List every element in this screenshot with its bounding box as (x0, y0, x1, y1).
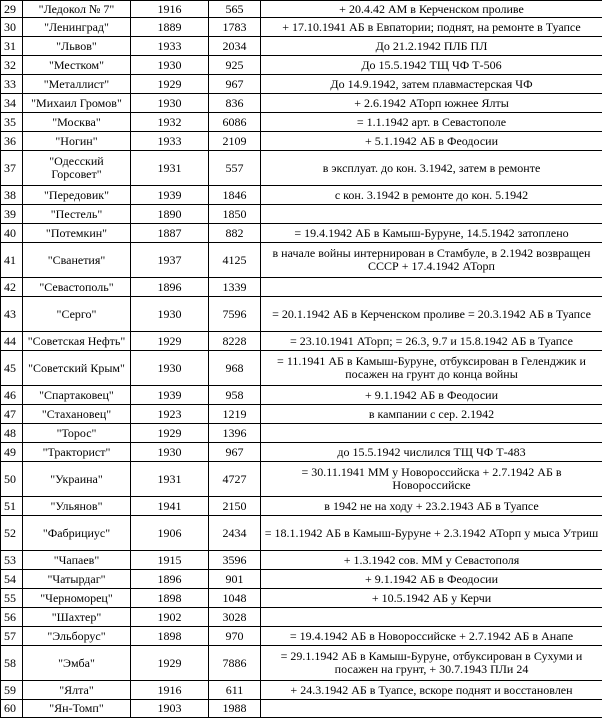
build-year-cell: 1890 (131, 205, 209, 224)
ship-name-cell: "Эльборус" (23, 627, 131, 646)
table-row (1, 570, 602, 589)
row-number-cell: 45 (1, 351, 23, 386)
row-number-cell: 41 (1, 243, 23, 278)
tonnage-cell: 925 (209, 56, 261, 75)
table-row (1, 132, 602, 151)
fate-text-cell: в эксплуат. до кон. 3.1942, затем в ремонте (261, 151, 602, 186)
row-number-cell: 40 (1, 224, 23, 243)
build-year-cell: 1941 (131, 497, 209, 516)
fate-text-cell: До 21.2.1942 ПЛБ ПЛ (261, 37, 602, 56)
row-number-cell: 56 (1, 608, 23, 627)
build-year-cell: 1916 (131, 1, 209, 18)
tonnage-cell: 557 (209, 151, 261, 186)
ship-name-cell: "Металлист" (23, 75, 131, 94)
tonnage-cell: 2150 (209, 497, 261, 516)
table-row (1, 1, 602, 18)
table-row (1, 424, 602, 443)
ship-name-cell: "Стахановец" (23, 405, 131, 424)
row-number-cell: 38 (1, 186, 23, 205)
tonnage-cell: 967 (209, 75, 261, 94)
ship-name-cell: "Ян-Томп" (23, 700, 131, 718)
row-number-cell: 52 (1, 516, 23, 551)
build-year-cell: 1930 (131, 443, 209, 462)
table-row (1, 497, 602, 516)
tonnage-cell: 1850 (209, 205, 261, 224)
ship-name-cell: "Фабрициус" (23, 516, 131, 551)
fate-text-cell: в кампании с сер. 2.1942 (261, 405, 602, 424)
fate-text-cell: + 9.1.1942 АБ в Феодосии (261, 570, 602, 589)
fate-text-cell: = 20.1.1942 АБ в Керченском проливе = 20.3.1942 АБ в Туапсе (261, 297, 602, 332)
build-year-cell: 1937 (131, 243, 209, 278)
tonnage-cell: 1048 (209, 589, 261, 608)
table-row (1, 37, 602, 56)
tonnage-cell: 1783 (209, 18, 261, 37)
build-year-cell: 1933 (131, 37, 209, 56)
ship-name-cell: "Передовик" (23, 186, 131, 205)
build-year-cell: 1931 (131, 151, 209, 186)
fate-text-cell: До 15.5.1942 ТЩ ЧФ Т-506 (261, 56, 602, 75)
ship-name-cell: "Торос" (23, 424, 131, 443)
fate-text-cell (261, 424, 602, 443)
build-year-cell: 1930 (131, 94, 209, 113)
ship-name-cell: "Ялта" (23, 681, 131, 700)
build-year-cell: 1932 (131, 113, 209, 132)
table-row (1, 56, 602, 75)
tonnage-cell: 4727 (209, 462, 261, 497)
fate-text-cell (261, 608, 602, 627)
ship-name-cell: "Местком" (23, 56, 131, 75)
ship-name-cell: "Тракторист" (23, 443, 131, 462)
ship-name-cell: "Пестель" (23, 205, 131, 224)
table-row (1, 186, 602, 205)
ship-name-cell: "Советская Нефть" (23, 332, 131, 351)
tonnage-cell: 8228 (209, 332, 261, 351)
build-year-cell: 1939 (131, 386, 209, 405)
tonnage-cell: 2434 (209, 516, 261, 551)
row-number-cell: 35 (1, 113, 23, 132)
row-number-cell: 33 (1, 75, 23, 94)
table-row (1, 516, 602, 551)
fate-text-cell: + 10.5.1942 АБ у Керчи (261, 589, 602, 608)
build-year-cell: 1896 (131, 570, 209, 589)
ship-name-cell: "Михаил Громов" (23, 94, 131, 113)
row-number-cell: 53 (1, 551, 23, 570)
row-number-cell: 49 (1, 443, 23, 462)
ship-name-cell: "Потемкин" (23, 224, 131, 243)
build-year-cell: 1930 (131, 297, 209, 332)
tonnage-cell: 958 (209, 386, 261, 405)
row-number-cell: 54 (1, 570, 23, 589)
fate-text-cell: + 5.1.1942 АБ в Феодосии (261, 132, 602, 151)
table-row (1, 405, 602, 424)
build-year-cell: 1896 (131, 278, 209, 297)
row-number-cell: 37 (1, 151, 23, 186)
row-number-cell: 42 (1, 278, 23, 297)
fate-text-cell: = 29.1.1942 АБ в Камыш-Буруне, отбуксирован в Сухуми и посажен на грунт, + 30.7.1943 ПЛи 24 (261, 646, 602, 681)
tonnage-cell: 2109 (209, 132, 261, 151)
table-row (1, 681, 602, 700)
tonnage-cell: 1988 (209, 700, 261, 718)
tonnage-cell: 3596 (209, 551, 261, 570)
tonnage-cell: 1396 (209, 424, 261, 443)
build-year-cell: 1929 (131, 646, 209, 681)
build-year-cell: 1933 (131, 132, 209, 151)
tonnage-cell: 1846 (209, 186, 261, 205)
tonnage-cell: 611 (209, 681, 261, 700)
tonnage-cell: 565 (209, 1, 261, 18)
build-year-cell: 1898 (131, 589, 209, 608)
row-number-cell: 47 (1, 405, 23, 424)
table-row (1, 243, 602, 278)
row-number-cell: 36 (1, 132, 23, 151)
tonnage-cell: 3028 (209, 608, 261, 627)
build-year-cell: 1889 (131, 18, 209, 37)
ship-name-cell: "Одесский Горсовет" (23, 151, 131, 186)
fate-text-cell: + 1.3.1942 сов. ММ у Севастополя (261, 551, 602, 570)
table-row (1, 627, 602, 646)
row-number-cell: 46 (1, 386, 23, 405)
fate-text-cell: = 19.4.1942 АБ в Камыш-Буруне, 14.5.1942 затоплено (261, 224, 602, 243)
table-row (1, 18, 602, 37)
row-number-cell: 34 (1, 94, 23, 113)
ship-name-cell: "Советский Крым" (23, 351, 131, 386)
tonnage-cell: 968 (209, 351, 261, 386)
build-year-cell: 1887 (131, 224, 209, 243)
table-row (1, 75, 602, 94)
ship-name-cell: "Спартаковец" (23, 386, 131, 405)
build-year-cell: 1929 (131, 75, 209, 94)
tonnage-cell: 2034 (209, 37, 261, 56)
build-year-cell: 1939 (131, 186, 209, 205)
table-row (1, 113, 602, 132)
fate-text-cell: = 19.4.1942 АБ в Новороссийске + 2.7.1942 АБ в Анапе (261, 627, 602, 646)
build-year-cell: 1930 (131, 56, 209, 75)
build-year-cell: 1902 (131, 608, 209, 627)
row-number-cell: 51 (1, 497, 23, 516)
row-number-cell: 31 (1, 37, 23, 56)
row-number-cell: 59 (1, 681, 23, 700)
tonnage-cell: 967 (209, 443, 261, 462)
ship-name-cell: "Львов" (23, 37, 131, 56)
table-row (1, 646, 602, 681)
tonnage-cell: 7886 (209, 646, 261, 681)
build-year-cell: 1916 (131, 681, 209, 700)
ship-name-cell: "Москва" (23, 113, 131, 132)
fate-text-cell: + 17.10.1941 АБ в Евпатории; поднят, на ремонте в Туапсе (261, 18, 602, 37)
tonnage-cell: 1339 (209, 278, 261, 297)
row-number-cell: 32 (1, 56, 23, 75)
table-row (1, 205, 602, 224)
fate-text-cell (261, 205, 602, 224)
row-number-cell: 57 (1, 627, 23, 646)
fate-text-cell: = 30.11.1941 ММ у Новороссийска + 2.7.1942 АБ в Новороссийске (261, 462, 602, 497)
tonnage-cell: 836 (209, 94, 261, 113)
build-year-cell: 1903 (131, 700, 209, 718)
table-row (1, 332, 602, 351)
ship-name-cell: "Украина" (23, 462, 131, 497)
fate-text-cell: = 1.1.1942 арт. в Севастополе (261, 113, 602, 132)
tonnage-cell: 6086 (209, 113, 261, 132)
build-year-cell: 1930 (131, 351, 209, 386)
ships-table-body (1, 1, 602, 718)
fate-text-cell: До 14.9.1942, затем плавмастерская ЧФ (261, 75, 602, 94)
row-number-cell: 48 (1, 424, 23, 443)
table-row (1, 151, 602, 186)
table-row (1, 297, 602, 332)
ship-name-cell: "Сванетия" (23, 243, 131, 278)
table-row (1, 700, 602, 718)
fate-text-cell (261, 278, 602, 297)
row-number-cell: 30 (1, 18, 23, 37)
table-row (1, 278, 602, 297)
table-row (1, 386, 602, 405)
build-year-cell: 1931 (131, 462, 209, 497)
ship-name-cell: "Чапаев" (23, 551, 131, 570)
table-row (1, 551, 602, 570)
tonnage-cell: 970 (209, 627, 261, 646)
row-number-cell: 44 (1, 332, 23, 351)
tonnage-cell: 7596 (209, 297, 261, 332)
fate-text-cell: в начале войны интернирован в Стамбуле, в 2.1942 возвращен СССР + 17.4.1942 АТорп (261, 243, 602, 278)
fate-text-cell: с кон. 3.1942 в ремонте до кон. 5.1942 (261, 186, 602, 205)
table-row (1, 224, 602, 243)
table-row (1, 462, 602, 497)
table-row (1, 94, 602, 113)
row-number-cell: 58 (1, 646, 23, 681)
tonnage-cell: 4125 (209, 243, 261, 278)
build-year-cell: 1923 (131, 405, 209, 424)
fate-text-cell: в 1942 не на ходу + 23.2.1943 АБ в Туапсе (261, 497, 602, 516)
fate-text-cell: + 20.4.42 АМ в Керченском проливе (261, 1, 602, 18)
ship-name-cell: "Ледокол № 7" (23, 1, 131, 18)
table-row (1, 589, 602, 608)
fate-text-cell: + 24.3.1942 АБ в Туапсе, вскоре поднят и восстановлен (261, 681, 602, 700)
build-year-cell: 1915 (131, 551, 209, 570)
ship-name-cell: "Ленинград" (23, 18, 131, 37)
fate-text-cell (261, 700, 602, 718)
build-year-cell: 1929 (131, 332, 209, 351)
ship-name-cell: "Чатырдаг" (23, 570, 131, 589)
row-number-cell: 39 (1, 205, 23, 224)
fate-text-cell: + 9.1.1942 АБ в Феодосии (261, 386, 602, 405)
table-row (1, 351, 602, 386)
fate-text-cell: = 23.10.1941 АТорп; = 26.3, 9.7 и 15.8.1942 АБ в Туапсе (261, 332, 602, 351)
build-year-cell: 1898 (131, 627, 209, 646)
ship-name-cell: "Ульянов" (23, 497, 131, 516)
table-row (1, 443, 602, 462)
tonnage-cell: 901 (209, 570, 261, 589)
tonnage-cell: 882 (209, 224, 261, 243)
ship-name-cell: "Черноморец" (23, 589, 131, 608)
row-number-cell: 43 (1, 297, 23, 332)
tonnage-cell: 1219 (209, 405, 261, 424)
ship-name-cell: "Ногин" (23, 132, 131, 151)
ship-name-cell: "Севастополь" (23, 278, 131, 297)
fate-text-cell: = 11.1941 АБ в Камыш-Буруне, отбуксирован в Геленджик и посажен на грунт до конца войны (261, 351, 602, 386)
row-number-cell: 50 (1, 462, 23, 497)
build-year-cell: 1929 (131, 424, 209, 443)
row-number-cell: 60 (1, 700, 23, 718)
fate-text-cell: + 2.6.1942 АТорп южнее Ялты (261, 94, 602, 113)
fate-text-cell: = 18.1.1942 АБ в Камыш-Буруне + 2.3.1942 АТорп у мыса Утриш (261, 516, 602, 551)
row-number-cell: 29 (1, 1, 23, 18)
build-year-cell: 1906 (131, 516, 209, 551)
table-row (1, 608, 602, 627)
row-number-cell: 55 (1, 589, 23, 608)
ship-name-cell: "Шахтер" (23, 608, 131, 627)
ship-name-cell: "Эмба" (23, 646, 131, 681)
ship-name-cell: "Серго" (23, 297, 131, 332)
fate-text-cell: до 15.5.1942 числился ТЩ ЧФ Т-483 (261, 443, 602, 462)
